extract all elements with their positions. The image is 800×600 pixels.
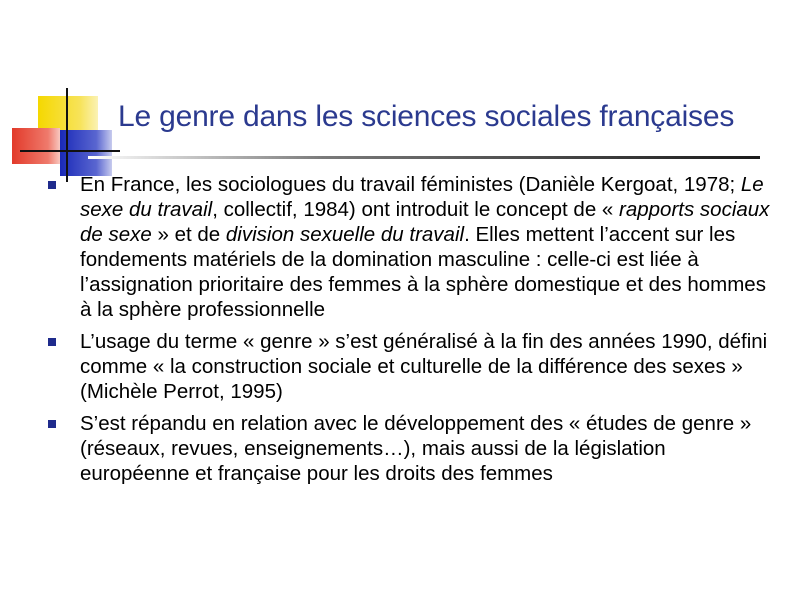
- logo-horizontal-line: [20, 150, 120, 152]
- text-segment: L’usage du terme « genre » s’est généralisé à la fin des années 1990, défini comme « la construction sociale et culturelle de la différence des sexes » (Michèle Perrot, 1995): [80, 330, 768, 403]
- bullet-square-icon: [48, 181, 56, 189]
- slide-title: Le genre dans les sciences sociales françaises: [118, 100, 735, 133]
- bullet-square-icon: [48, 338, 56, 346]
- bullet-text: [80, 329, 778, 404]
- text-segment: S’est répandu en relation avec le développement des « études de genre » (réseaux, revues, enseignements…), mais aussi de la législation européenne et française pour les droits des femmes: [80, 412, 752, 485]
- logo-red-square: [12, 128, 60, 164]
- italic-phrase: Le sexe du travail: [80, 173, 764, 221]
- bullet-item: [48, 172, 778, 322]
- bullet-item: [48, 329, 778, 404]
- italic-phrase: rapports sociaux de sexe: [80, 198, 770, 246]
- bullet-square-icon: [48, 420, 56, 428]
- text-segment: , collectif, 1984) ont introduit le concept de «: [212, 198, 620, 221]
- bullet-text: [80, 172, 778, 322]
- title-underline: [88, 156, 760, 159]
- text-segment: » et de: [151, 223, 226, 246]
- text-segment: . Elles mettent l’accent sur les fondements matériels de la domination masculine : celle-ci est liée à l’assignation prioritaire des femmes à la sphère domestique et des hommes à la sphère professionnelle: [80, 223, 766, 321]
- bullet-item: [48, 411, 778, 486]
- bullet-text: [80, 411, 778, 486]
- text-segment: En France, les sociologues du travail féministes (Danièle Kergoat, 1978;: [80, 173, 741, 196]
- decorative-logo: [0, 0, 130, 180]
- bullet-list: [48, 172, 778, 493]
- italic-phrase: division sexuelle du travail: [225, 223, 465, 246]
- logo-vertical-line: [66, 88, 68, 182]
